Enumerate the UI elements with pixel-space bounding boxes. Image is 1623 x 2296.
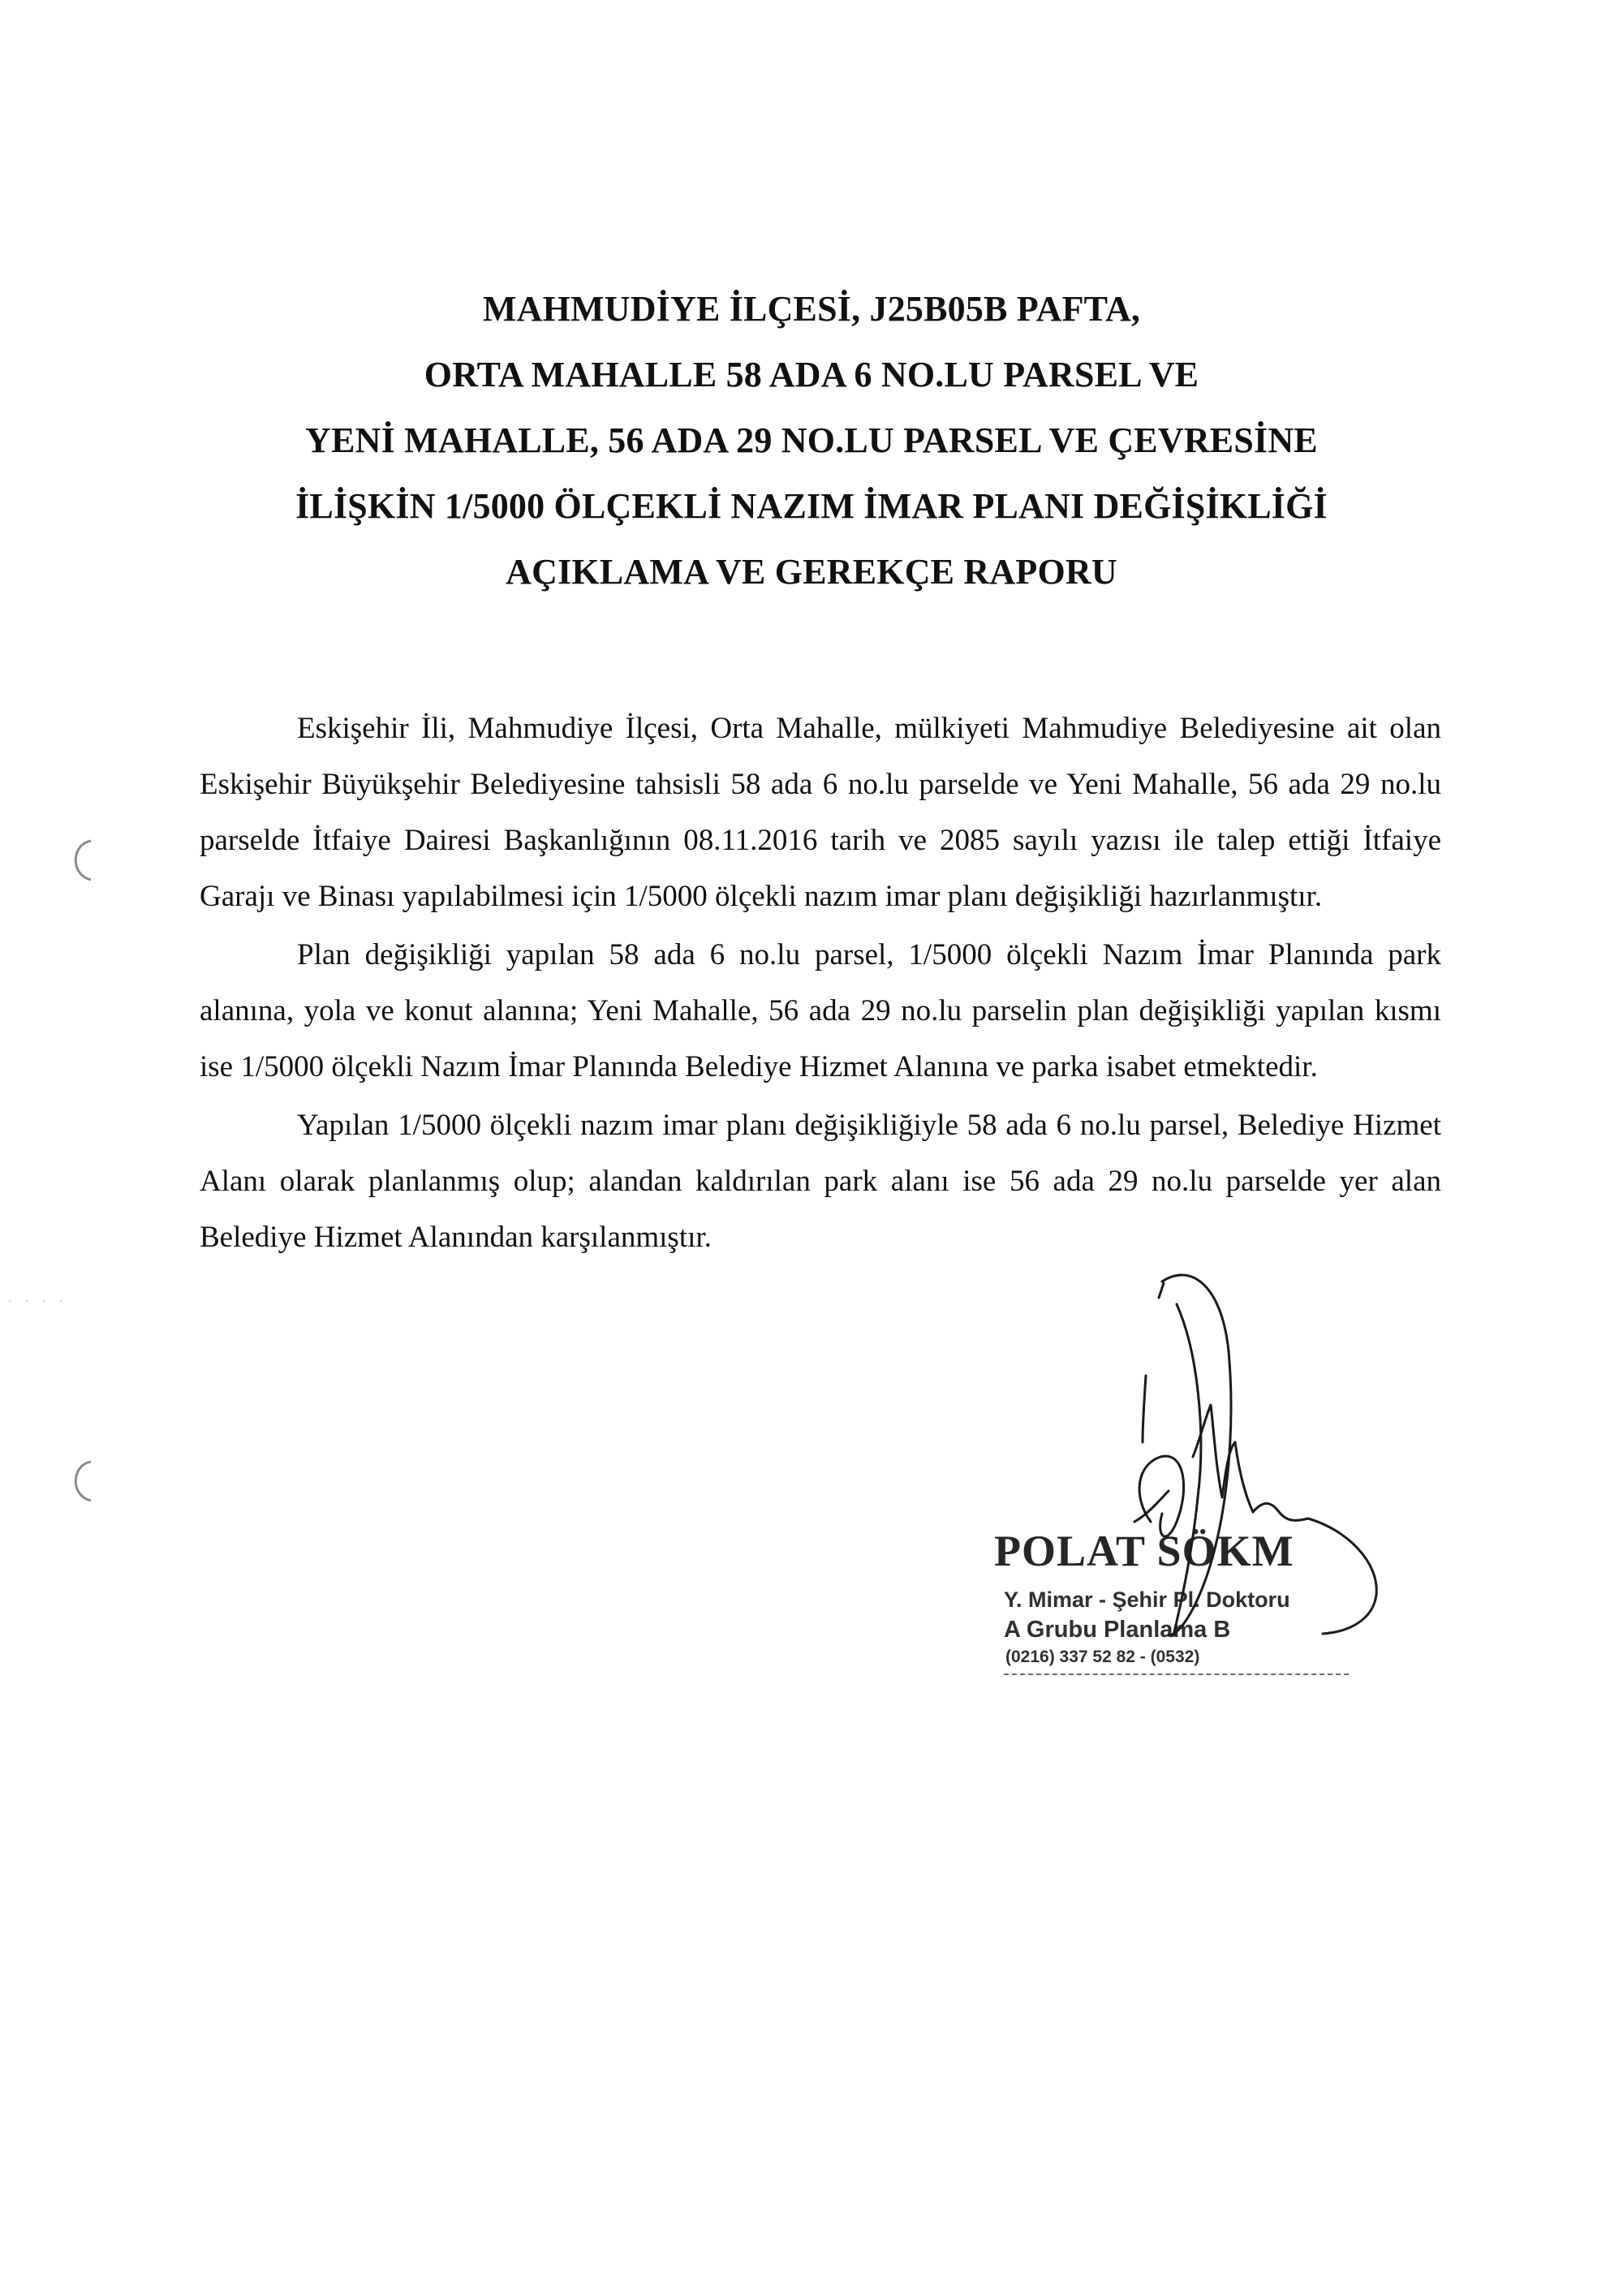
scan-edge-marks: · · · · [8,1295,68,1308]
report-title [243,276,1380,605]
title-line-4: İLİŞKİN 1/5000 ÖLÇEKLİ NAZIM İMAR PLANI DEĞİŞİKLİĞİ [295,486,1328,526]
handwritten-signature [1055,1254,1396,1643]
report-body [200,700,1441,1265]
stamp-title: Y. Mimar - Şehir Pl. Doktoru [1004,1587,1290,1612]
punch-hole-mark-top [65,836,97,885]
stamp-phone: (0216) 337 52 82 - (0532) [1005,1648,1200,1666]
title-line-3: YENİ MAHALLE, 56 ADA 29 NO.LU PARSEL VE ÇEVRESİNE [305,420,1318,460]
paragraph-2: Plan değişikliği yapılan 58 ada 6 no.lu parsel, 1/5000 ölçekli Nazım İmar Planında park alanına, yola ve konut alanına; Yeni Mahalle, 56 ada 29 no.lu parselin plan değişikliği yapılan kısmı ise 1/5000 ölçekli Nazım İmar Planında Belediye Hizmet Alanına ve parka isabet etmektedir. [200,938,1441,1083]
title-line-1: MAHMUDİYE İLÇESİ, J25B05B PAFTA, [482,289,1141,329]
stamp-underline [1004,1674,1349,1675]
stamp-name: POLAT SÖKM [994,1527,1294,1575]
title-line-5: AÇIKLAMA VE GEREKÇE RAPORU [506,552,1117,592]
paragraph-1: Eskişehir İli, Mahmudiye İlçesi, Orta Mahalle, mülkiyeti Mahmudiye Belediyesine ait olan Eskişehir Büyükşehir Belediyesine tahsisli 58 ada 6 no.lu parselde ve Yeni Mahalle, 56 ada 29 no.lu parselde İtfaiye Dairesi Başkanlığının 08.11.2016 tarih ve 2085 sayılı yazısı ile talep ettiği İtfaiye Garajı ve Binası yapılabilmesi için 1/5000 ölçekli nazım imar planı değişikliği hazırlanmıştır. [200,712,1441,913]
stamp-group: A Grubu Planlama B [1004,1617,1231,1643]
title-line-2: ORTA MAHALLE 58 ADA 6 NO.LU PARSEL VE [424,355,1199,394]
paragraph-3: Yapılan 1/5000 ölçekli nazım imar planı değişikliğiyle 58 ada 6 no.lu parsel, Belediye Hizmet Alanı olarak planlanmış olup; alandan kaldırılan park alanı ise 56 ada 29 no.lu parselde yer alan Belediye Hizmet Alanından karşılanmıştır. [200,1109,1441,1254]
punch-hole-mark-bottom [65,1457,97,1506]
